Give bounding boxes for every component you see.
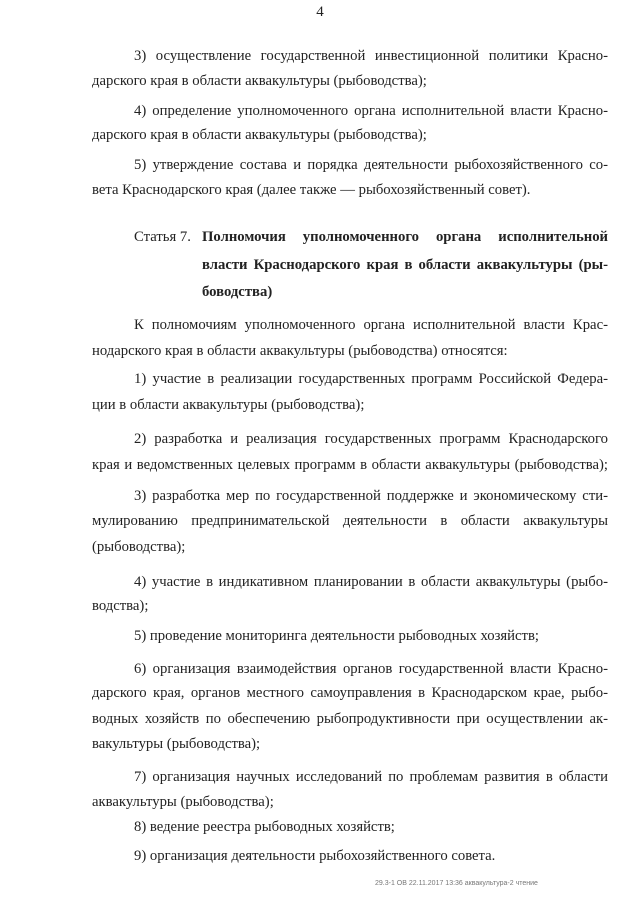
text-line: 5) утверждение состава и порядка деятельности рыбохозяйственного со- — [134, 157, 608, 173]
text-line: 6) организация взаимодействия органов государственной власти Красно- — [134, 661, 608, 677]
text-line: 9) организация деятельности рыбохозяйственного совета. — [134, 848, 496, 864]
text-line: дарского края в области аквакультуры (рыбоводства); — [92, 127, 427, 143]
text-line: вета Краснодарского края (далее также — рыбохозяйственный совет). — [92, 182, 531, 198]
text-line: мулированию предпринимательской деятельности в области аквакультуры — [92, 513, 608, 529]
text-line: 4) участие в индикативном планировании в области аквакультуры (рыбо- — [134, 574, 608, 590]
text-line: водства); — [92, 598, 149, 614]
text-line: дарского края, органов местного самоуправления в Краснодарском крае, рыбо- — [92, 685, 608, 701]
text-line: (рыбоводства); — [92, 539, 186, 555]
text-line: 8) ведение реестра рыбоводных хозяйств; — [134, 819, 395, 835]
text-line: 3) осуществление государственной инвестиционной политики Красно- — [134, 48, 608, 64]
page-number: 4 — [316, 4, 324, 20]
text-line: дарского края в области аквакультуры (рыбоводства); — [92, 73, 427, 89]
text-line: края и ведомственных целевых программ в области аквакультуры (рыбоводства); — [92, 457, 608, 473]
text-line: 3) разработка мер по государственной поддержке и экономическому сти- — [134, 488, 608, 504]
document-footer: 29.3-1 ОВ 22.11.2017 13:36 аквакультура-2 чтение — [375, 880, 538, 887]
text-line: 4) определение уполномоченного органа исполнительной власти Красно- — [134, 103, 608, 119]
article-title-line: боводства) — [202, 284, 273, 300]
text-line: 2) разработка и реализация государственных программ Краснодарского — [134, 431, 608, 447]
text-line: ции в области аквакультуры (рыбоводства); — [92, 397, 365, 413]
text-line: нодарского края в области аквакультуры (рыбоводства) относятся: — [92, 343, 508, 359]
article-number: Статья 7. — [134, 229, 191, 245]
text-line: К полномочиям уполномоченного органа исполнительной власти Крас- — [134, 317, 608, 333]
text-line: 5) проведение мониторинга деятельности рыбоводных хозяйств; — [134, 628, 539, 644]
text-line: 7) организация научных исследований по проблемам развития в области — [134, 769, 608, 785]
text-line: вакультуры (рыбоводства); — [92, 736, 261, 752]
text-line: водных хозяйств по обеспечению рыбопродуктивности при осуществлении ак- — [92, 711, 608, 727]
article-title-line: власти Краснодарского края в области аквакультуры (ры- — [202, 257, 608, 273]
text-line: 1) участие в реализации государственных программ Российской Федера- — [134, 371, 608, 387]
article-title-line: Полномочия уполномоченного органа исполнительной — [202, 229, 608, 245]
text-line: аквакультуры (рыбоводства); — [92, 794, 274, 810]
